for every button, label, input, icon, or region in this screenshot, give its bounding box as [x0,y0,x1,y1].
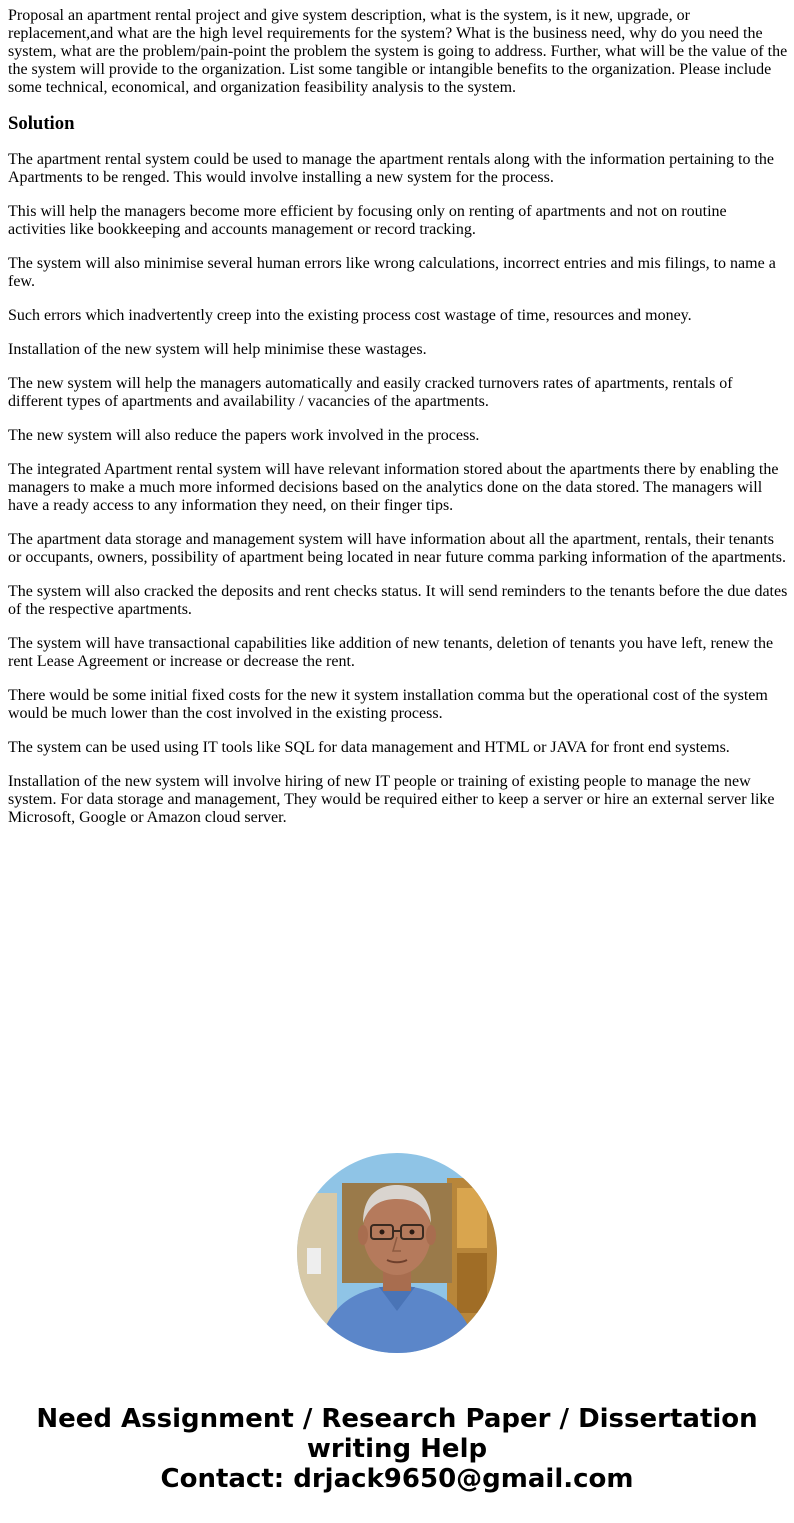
answer-paragraph: The system can be used using IT tools like SQL for data management and HTML or JAVA for front end systems. [8,739,730,756]
answer-paragraph: Installation of the new system will help minimise these wastages. [8,341,427,358]
answer-paragraph: The system will have transactional capabilities like addition of new tenants, deletion of tenants you have left, renew the rent Lease Agreement or increase or decrease the rent. [8,635,774,670]
solution-body [8,151,788,827]
promo-line: Need Assignment / Research Paper / Dissertation [36,1404,758,1434]
promo-contact: Contact: drjack9650@gmail.com [160,1464,634,1494]
answer-paragraph: This will help the managers become more efficient by focusing only on renting of apartments and not on routine activities like bookkeeping and accounts management or record tracking. [8,203,727,238]
promo-banner [0,1404,794,1494]
tutor-avatar [297,1153,497,1353]
answer-paragraph: The system will also minimise several human errors like wrong calculations, incorrect entries and mis filings, to name a few. [8,255,776,290]
solution-heading: Solution [8,113,75,134]
answer-paragraph: The integrated Apartment rental system will have relevant information stored about the apartments there by enabling the managers to make a much more informed decisions based on the analytics done on the data stored. The managers will have a ready access to any information they need, on their finger tips. [8,461,779,514]
tutor-portrait [297,1153,497,1353]
answer-paragraph: There would be some initial fixed costs for the new it system installation comma but the operational cost of the system would be much lower than the cost involved in the existing process. [8,687,768,722]
answer-paragraph: The apartment rental system could be used to manage the apartment rentals along with the information pertaining to the Apartments to be renged. This would involve installing a new system for the process. [8,151,774,186]
answer-paragraph: The system will also cracked the deposits and rent checks status. It will send reminders to the tenants before the due dates of the respective apartments. [8,583,788,618]
promo-line: writing Help [306,1434,488,1464]
answer-paragraph: The apartment data storage and management system will have information about all the apartment, rentals, their tenants or occupants, owners, possibility of apartment being located in near future comma parking information of the apartments. [8,531,786,566]
answer-paragraph: The new system will help the managers automatically and easily cracked turnovers rates of apartments, rentals of different types of apartments and availability / vacancies of the apartments. [8,375,733,410]
answer-paragraph: Installation of the new system will involve hiring of new IT people or training of existing people to manage the new system. For data storage and management, They would be required either to keep a server or hire an external server like Microsoft, Google or Amazon cloud server. [8,773,775,826]
document-content [8,7,788,843]
answer-paragraph: Such errors which inadvertently creep into the existing process cost wastage of time, resources and money. [8,307,692,324]
answer-paragraph: The new system will also reduce the papers work involved in the process. [8,427,480,444]
question-text: Proposal an apartment rental project and give system description, what is the system, is it new, upgrade, or replacement,and what are the high level requirements for the system? What is the business need, why do you need the system, what are the problem/pain-point the problem the system is going to address. Further, what will be the value of the the system will provide to the organization. List some tangible or intangible benefits to the organization. Please include some technical, economical, and organization feasibility analysis to the system. [8,7,788,96]
